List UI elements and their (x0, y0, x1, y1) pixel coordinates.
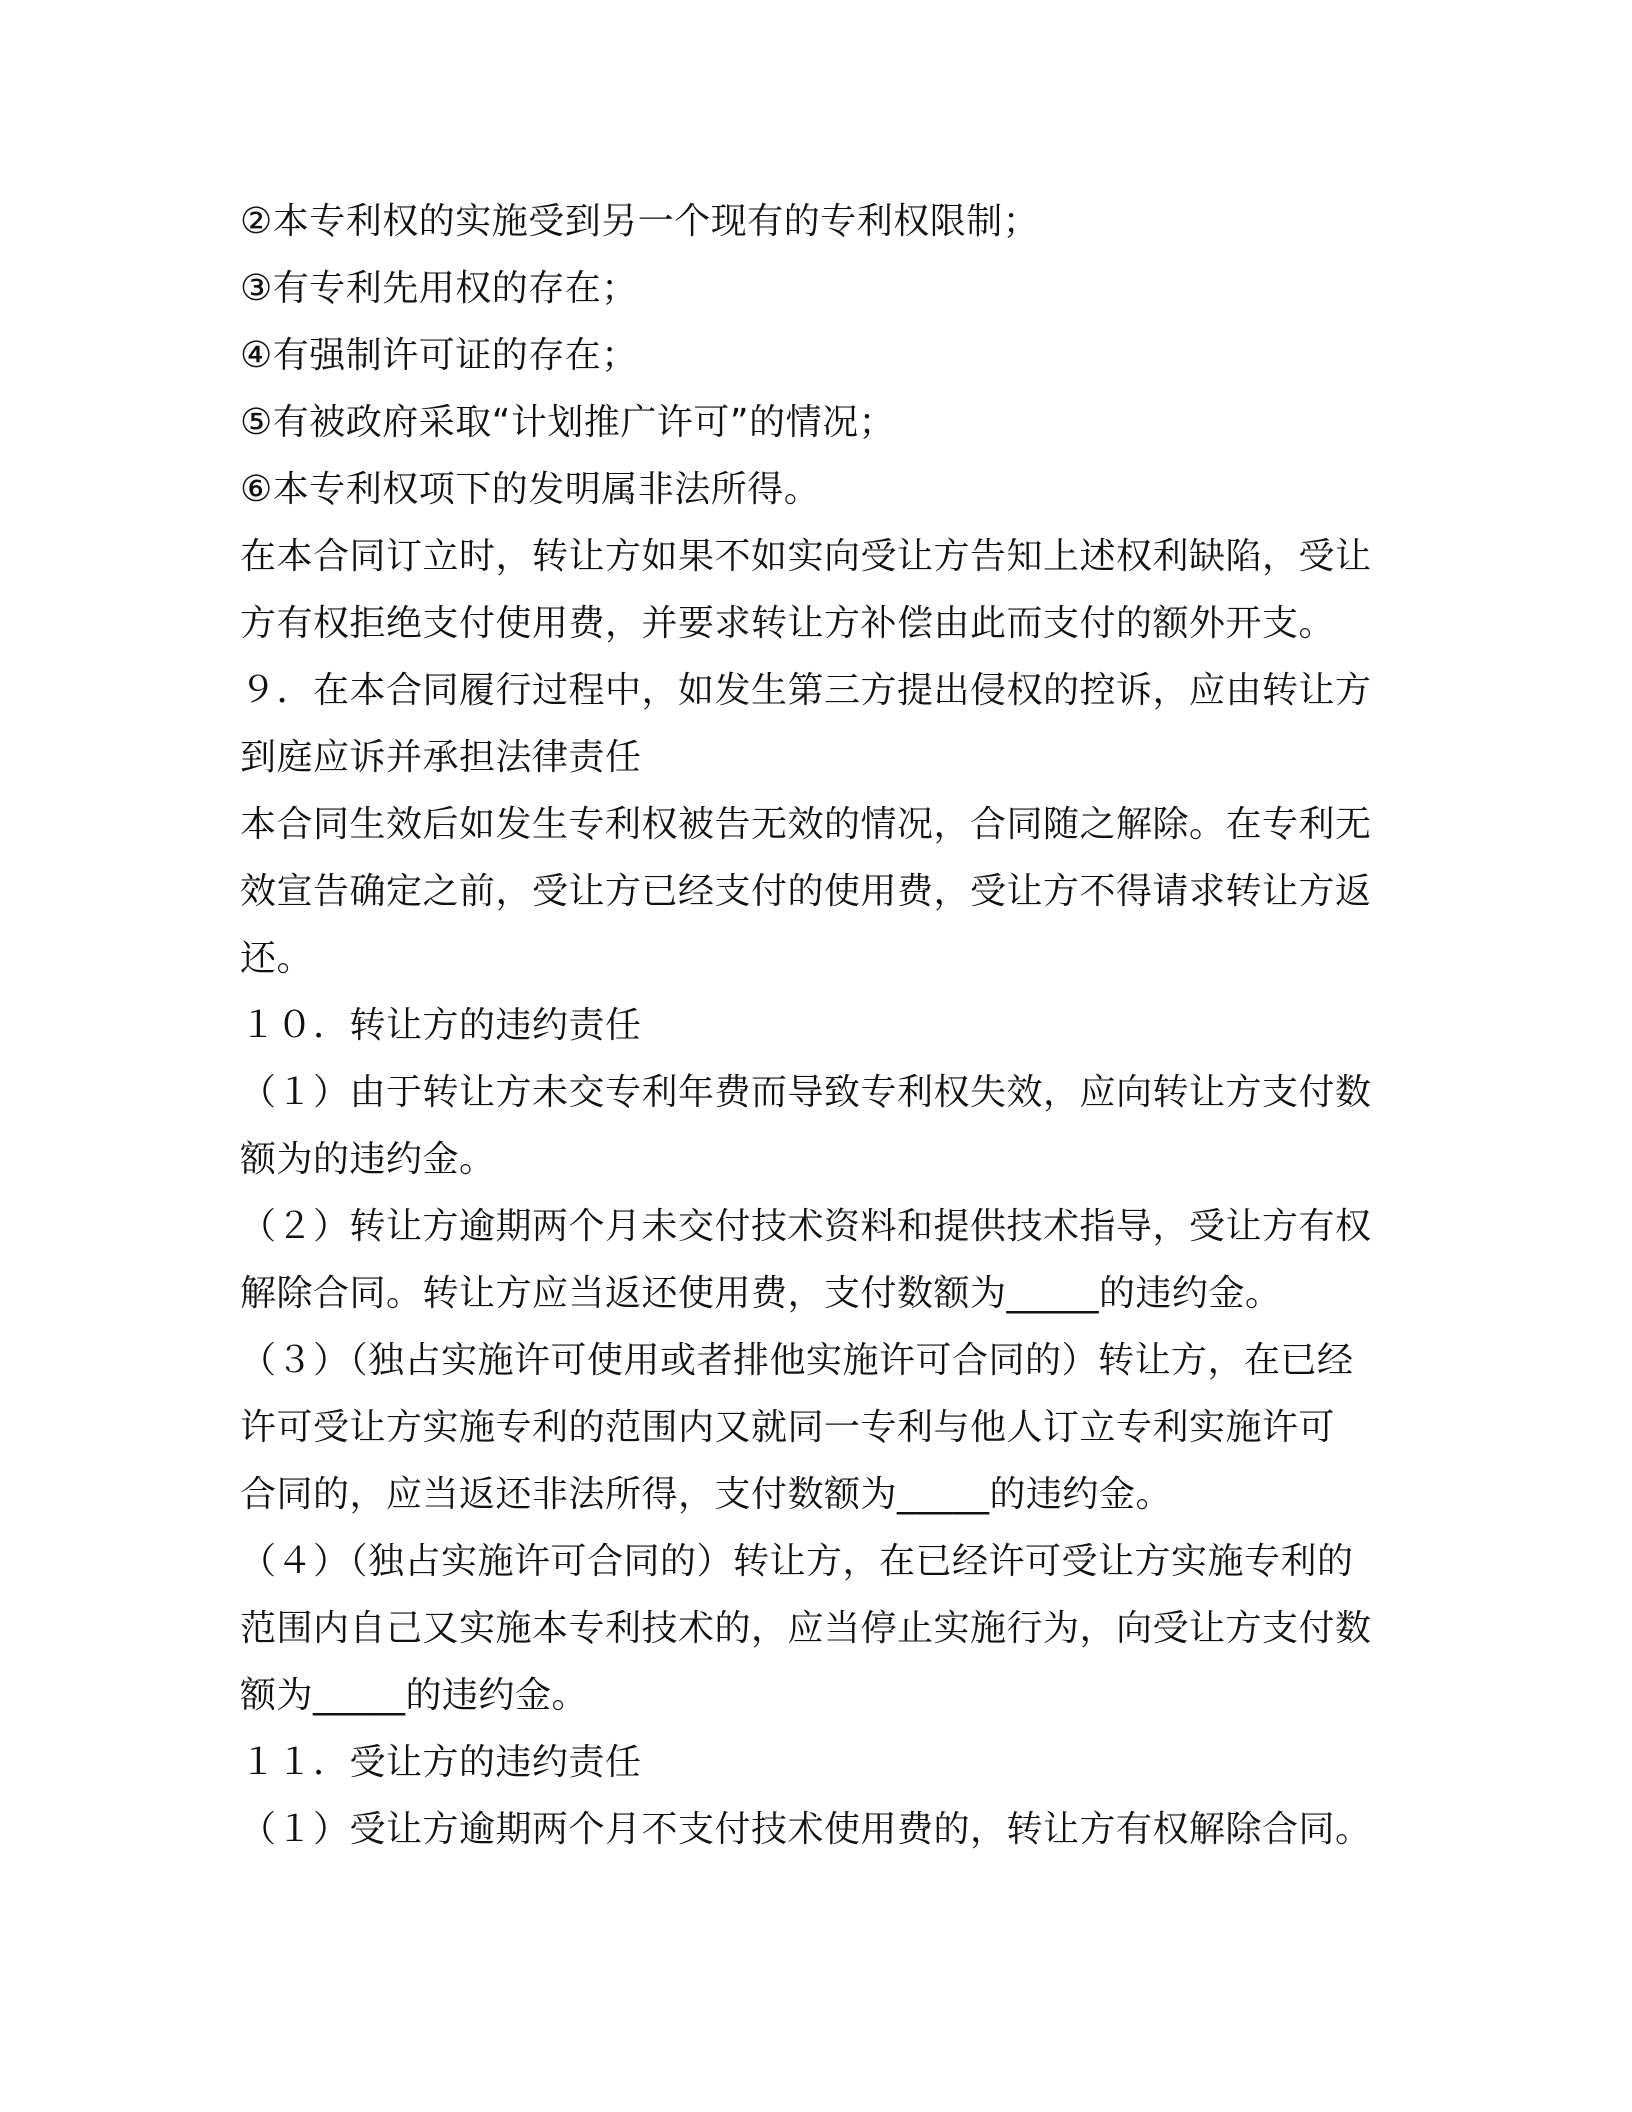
section-heading: １１．受让方的违约责任 (240, 1742, 642, 1783)
text-line: 在本合同订立时，转让方如果不如实向受让方告知上述权利缺陷，受让 (240, 536, 1372, 577)
text-line: 效宣告确定之前，受让方已经支付的使用费，受让方不得请求转让方返 (240, 871, 1372, 912)
section-heading: １０．转让方的违约责任 (240, 1005, 642, 1046)
text-line: （１）由于转让方未交专利年费而导致专利权失效，应向转让方支付数 (240, 1072, 1372, 1113)
text-line: 解除合同。转让方应当返还使用费，支付数额为_____的违约金。 (240, 1273, 1282, 1314)
text-line: （４）（独占实施许可合同的）转让方，在已经许可受让方实施专利的 (240, 1541, 1354, 1582)
text-line: 合同的，应当返还非法所得，支付数额为_____的违约金。 (240, 1474, 1173, 1515)
text-line: ⑥本专利权项下的发明属非法所得。 (240, 469, 821, 510)
text-line: 范围内自己又实施本专利技术的，应当停止实施行为，向受让方支付数 (240, 1608, 1372, 1649)
text-line: ②本专利权的实施受到另一个现有的专利权限制； (240, 201, 1040, 242)
text-line: ④有强制许可证的存在； (240, 335, 638, 376)
text-line: 许可受让方实施专利的范围内又就同一专利与他人订立专利实施许可 (240, 1407, 1336, 1448)
text-line: ③有专利先用权的存在； (240, 268, 638, 309)
text-line: （１）受让方逾期两个月不支付技术使用费的，转让方有权解除合同。 (240, 1809, 1372, 1850)
text-line: 方有权拒绝支付使用费，并要求转让方补偿由此而支付的额外开支。 (240, 603, 1336, 644)
contract-text (240, 188, 1400, 1863)
text-line: （２）转让方逾期两个月未交付技术资料和提供技术指导，受让方有权 (240, 1206, 1372, 1247)
text-line: ⑤有被政府采取“计划推广许可”的情况； (240, 402, 896, 443)
text-line: 还。 (240, 938, 314, 979)
text-line: 额为_____的违约金。 (240, 1675, 589, 1716)
text-line: 本合同生效后如发生专利权被告无效的情况，合同随之解除。在专利无 (240, 804, 1372, 845)
text-line: 到庭应诉并承担法律责任 (240, 737, 642, 778)
text-line: 额为的违约金。 (240, 1139, 496, 1180)
text-line: ９．在本合同履行过程中，如发生第三方提出侵权的控诉，应由转让方 (240, 670, 1372, 711)
text-line: （３）（独占实施许可使用或者排他实施许可合同的）转让方，在已经 (240, 1340, 1354, 1381)
